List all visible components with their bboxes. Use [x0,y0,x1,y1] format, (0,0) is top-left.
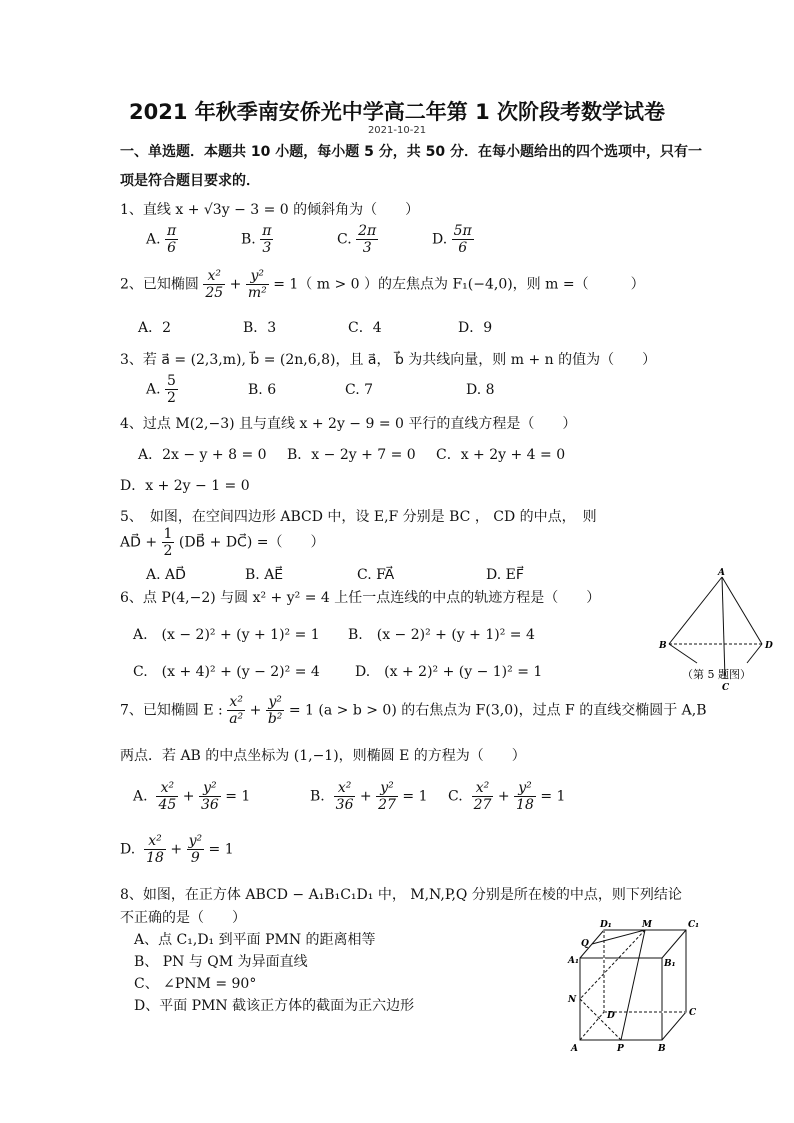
label-m: M [642,920,652,930]
question-6-stem: 6、点 P(4,−2) 与圆 x² + y² = 4 上任一点连线的中点的轨迹方程是（ ） [120,590,601,606]
label-b: B [658,1044,666,1054]
line-mn [580,930,645,999]
question-8-option-c: C、 ∠PNM = 90° [134,976,257,992]
question-2-stem: 2、已知椭圆 $\frac{\text{x²}}{25}$ + $\frac{\text{y²}}{\text{m²}}$ = 1（ m > 0 ）的左焦点为 F₁(−4,0)，则 m =（ ） [120,268,645,301]
front-face [580,958,662,1040]
question-7-option-a: A. $\frac{\text{x²}}{45}$ + $\frac{\text{y²}}{36}$ = 1 [133,780,251,813]
question-1-option-b: B. $\frac{\pi}{3}$ [241,223,272,256]
question-8-option-d: D、平面 PMN 截该正方体的截面为正六边形 [134,998,415,1014]
question-1-option-c: C. $\frac{2\pi}{3}$ [337,223,377,256]
question-7-option-b: B. $\frac{\text{x²}}{36}$ + $\frac{\text{y²}}{27}$ = 1 [310,780,428,813]
question-3-option-a: A. $\frac{5}{2}$ [146,373,176,406]
question-5-option-c: C. FA⃗ [357,567,395,583]
label-a: A [571,1044,578,1054]
question-3-option-b: B. 6 [248,382,277,398]
question-3-option-c: C. 7 [345,382,374,398]
question-7-stem-line2: 两点．若 AB 的中点坐标为 (1,−1)，则椭圆 E 的方程为（ ） [120,748,526,764]
edge-dc [747,644,762,663]
figure-5-tetrahedron [652,565,782,695]
question-7-option-d: D. $\frac{\text{x²}}{18}$ + $\frac{\text{y²}}{9}$ = 1 [120,833,234,866]
question-7-stem-line1: 7、已知椭圆 E : $\frac{\text{x²}}{\text{a²}}$ + $\frac{\text{y²}}{\text{b²}}$ = 1 (a > b > 0) 的右焦点为 F(3,0)，过点 F 的直线交椭圆于 A,B [120,694,707,727]
edge-ac [722,577,725,678]
question-6-option-c: C. (x + 4)² + (y − 2)² = 4 [133,664,320,680]
question-2-option-d: D．9 [458,320,493,336]
back-face-top-right [604,930,686,1012]
label-d: D [765,641,773,651]
label-c: C [689,1008,697,1018]
question-1-option-d: D. $\frac{5\pi}{6}$ [432,223,472,256]
question-8-stem-line2: 不正确的是（ ） [120,910,246,926]
question-1-stem: 1、直线 x + √3y − 3 = 0 的倾斜角为（ ） [120,202,420,218]
question-2-option-c: C．4 [348,320,382,336]
question-8-option-a: A、点 C₁,D₁ 到平面 PMN 的距离相等 [134,932,376,948]
question-8-stem-line1: 8、如图，在正方体 ABCD − A₁B₁C₁D₁ 中， M,N,P,Q 分别是所在棱的中点，则下列结论 [120,887,682,903]
question-8-option-b: B、 PN 与 QM 为异面直线 [134,954,308,970]
label-b: B [659,641,667,651]
label-c1: C₁ [688,920,700,930]
label-b1: B₁ [664,959,676,969]
edge-bc [662,1012,686,1040]
question-5-option-d: D. EF⃗ [486,567,524,583]
question-2-option-a: A．2 [138,320,172,336]
question-5-option-b: B. AE⃗ [245,567,284,583]
line-mp [621,930,645,1040]
figure-8-cube [562,918,702,1058]
question-6-option-b: B. (x − 2)² + (y + 1)² = 4 [348,627,535,643]
question-5-option-a: A. AD⃗ [146,567,186,583]
edge-b1c1 [662,930,686,958]
section-heading-line1: 一、单选题．本题共 10 小题，每小题 5 分，共 50 分．在每小题给出的四个选项中，只有一 [120,144,702,160]
label-a1: A₁ [568,956,579,966]
edge-ad [722,577,762,644]
line-np [580,999,621,1040]
question-4-option-b: B．x − 2y + 7 = 0 [287,447,416,463]
question-4-stem: 4、过点 M(2,−3) 且与直线 x + 2y − 9 = 0 平行的直线方程是（ ） [120,416,577,432]
question-4-option-a: A．2x − y + 8 = 0 [138,447,267,463]
exam-date: 2021-10-21 [367,125,427,136]
label-p: P [617,1044,624,1054]
question-3-option-d: D. 8 [466,382,495,398]
label-c: C [722,683,730,693]
line-qm [592,930,645,944]
label-a: A [718,568,725,578]
figure-5-caption: （第 5 题图） [682,668,751,681]
page-title: 2021 年秋季南安侨光中学高二年第 1 次阶段考数学试卷 [129,100,665,124]
question-6-option-d: D. (x + 2)² + (y − 1)² = 1 [355,664,543,680]
label-q: Q [581,939,589,949]
question-5-stem-line1: 5、 如图，在空间四边形 ABCD 中，设 E,F 分别是 BC ， CD 的中点， 则 [120,509,597,525]
question-1-option-a: A. $\frac{\pi}{6}$ [146,223,177,256]
label-n: N [568,995,577,1005]
label-d: D [607,1011,615,1021]
question-5-stem-line2: AD⃗ + $\frac{1}{2}$ (DB⃗ + DC⃗) =（ ） [120,526,325,559]
question-6-option-a: A. (x − 2)² + (y + 1)² = 1 [133,627,320,643]
edge-ab [669,577,722,644]
label-d1: D₁ [600,920,612,930]
question-3-stem: 3、若 a⃗ = (2,3,m), b⃗ = (2n,6,8)，且 a⃗， b⃗ 为共线向量，则 m + n 的值为（ ） [120,352,657,368]
question-4-option-d: D．x + 2y − 1 = 0 [120,478,250,494]
question-2-option-b: B．3 [243,320,277,336]
edge-bc [669,644,697,663]
edge-ad-hidden [580,1012,604,1040]
section-heading-line2: 项是符合题目要求的． [120,173,260,189]
question-7-option-c: C. $\frac{\text{x²}}{27}$ + $\frac{\text{y²}}{18}$ = 1 [448,780,566,813]
question-4-option-c: C．x + 2y + 4 = 0 [436,447,566,463]
